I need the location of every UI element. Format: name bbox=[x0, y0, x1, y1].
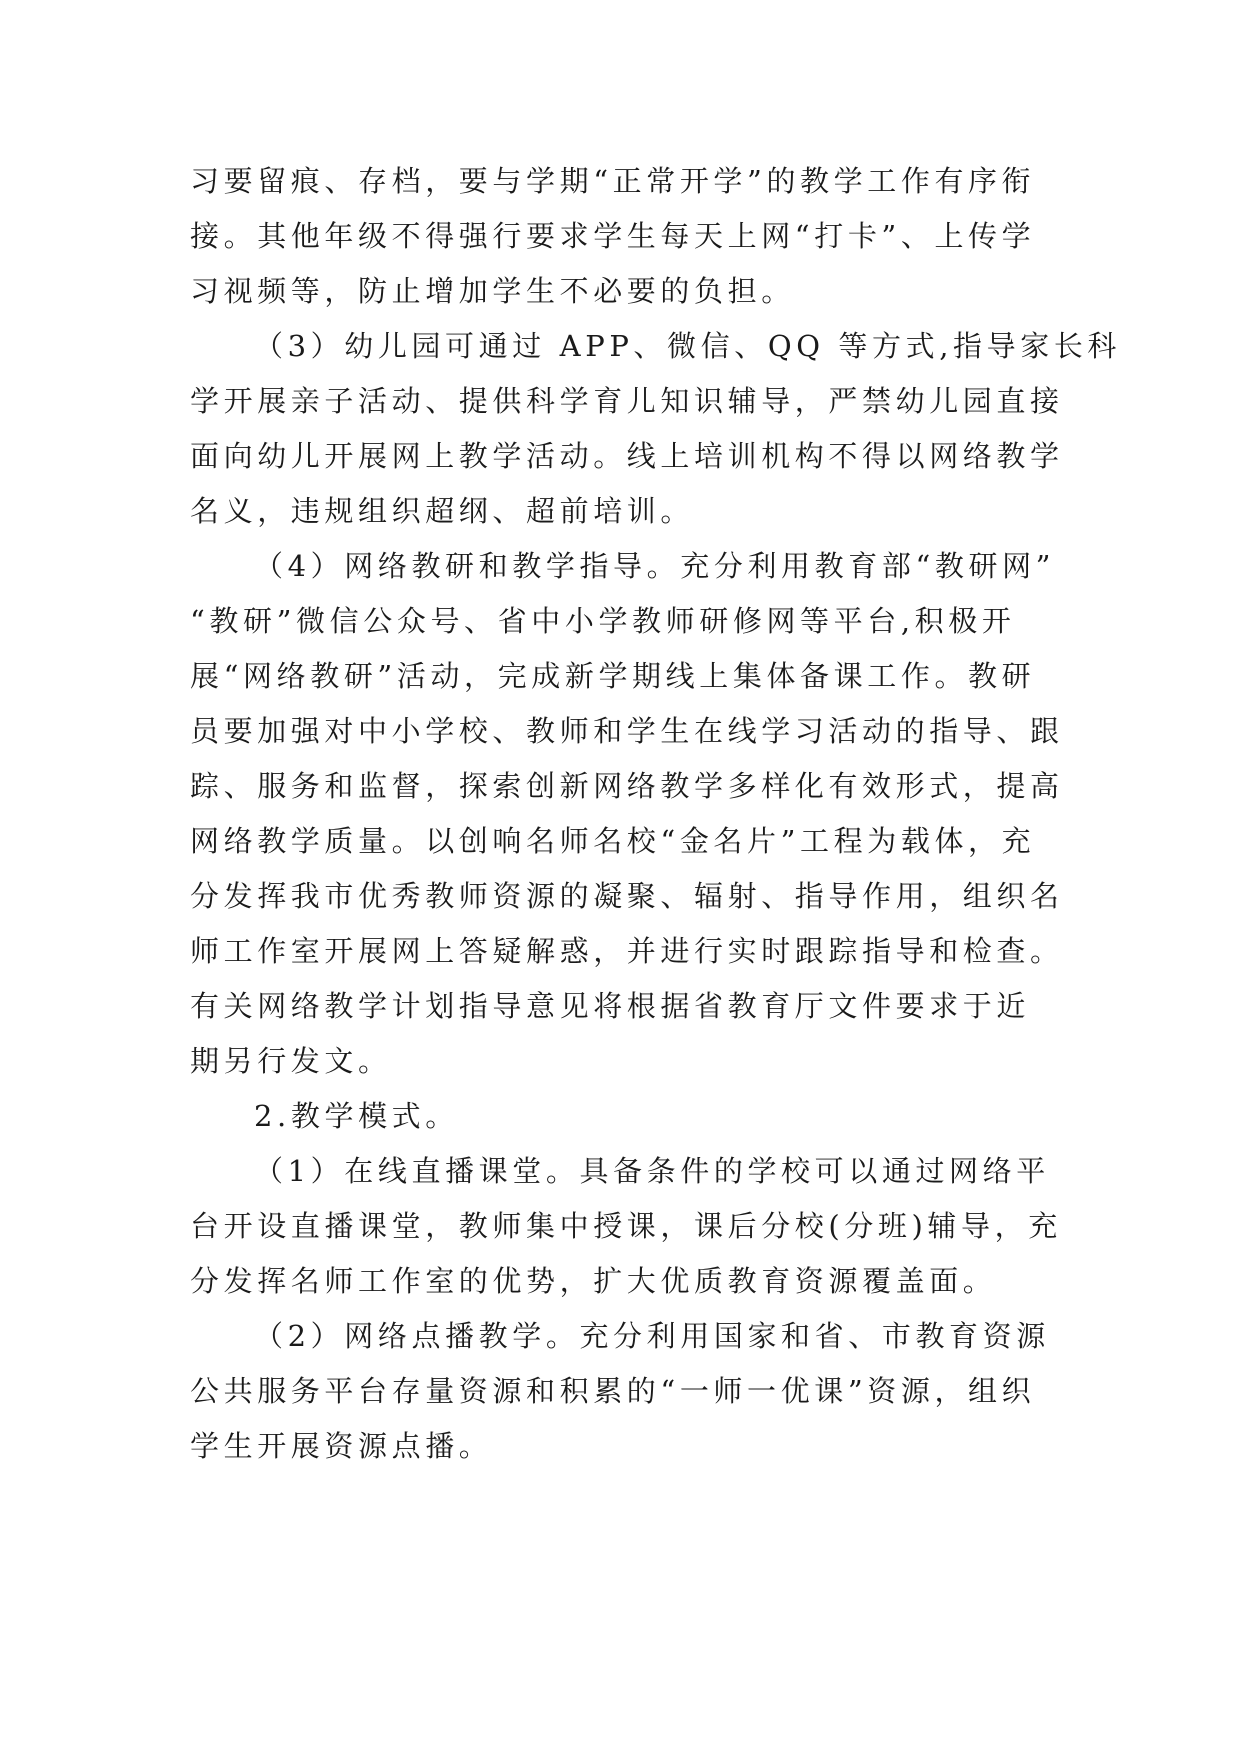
text-line: 展“网络教研”活动，完成新学期线上集体备课工作。教研 bbox=[190, 659, 1036, 693]
section-heading: 2.教学模式。 bbox=[254, 1099, 459, 1133]
text-line: 有关网络教学计划指导意见将根据省教育厅文件要求于近 bbox=[190, 989, 1031, 1023]
text-line: 接。其他年级不得强行要求学生每天上网“打卡”、上传学 bbox=[190, 219, 1036, 253]
text-line: （2）网络点播教学。充分利用国家和省、市教育资源 bbox=[254, 1319, 1050, 1353]
text-line: 网络教学质量。以创响名师名校“金名片”工程为载体，充 bbox=[190, 824, 1036, 858]
text-line: （3）幼儿园可通过 APP、微信、QQ 等方式,指导家长科 bbox=[254, 329, 1122, 363]
text-line: 期另行发文。 bbox=[190, 1044, 392, 1078]
text-line: 面向幼儿开展网上教学活动。线上培训机构不得以网络教学 bbox=[190, 439, 1064, 473]
body-text bbox=[190, 154, 1190, 1474]
text-line: 分发挥名师工作室的优势，扩大优质教育资源覆盖面。 bbox=[190, 1264, 997, 1298]
text-line: 员要加强对中小学校、教师和学生在线学习活动的指导、跟 bbox=[190, 714, 1064, 748]
text-line: “教研”微信公众号、省中小学教师研修网等平台,积极开 bbox=[190, 604, 1016, 638]
text-line: 学生开展资源点播。 bbox=[190, 1429, 493, 1463]
text-line: （4）网络教研和教学指导。充分利用教育部“教研网” bbox=[254, 549, 1056, 583]
text-line: 师工作室开展网上答疑解惑，并进行实时跟踪指导和检查。 bbox=[190, 934, 1064, 968]
text-line: 公共服务平台存量资源和积累的“一师一优课”资源，组织 bbox=[190, 1374, 1036, 1408]
text-line: 踪、服务和监督，探索创新网络教学多样化有效形式，提高 bbox=[190, 769, 1064, 803]
text-line: 习视频等，防止增加学生不必要的负担。 bbox=[190, 274, 795, 308]
text-line: 名义，违规组织超纲、超前培训。 bbox=[190, 494, 695, 528]
text-line: （1）在线直播课堂。具备条件的学校可以通过网络平 bbox=[254, 1154, 1050, 1188]
text-line: 习要留痕、存档，要与学期“正常开学”的教学工作有序衔 bbox=[190, 164, 1036, 198]
text-line: 分发挥我市优秀教师资源的凝聚、辐射、指导作用，组织名 bbox=[190, 879, 1064, 913]
text-line: 台开设直播课堂，教师集中授课，课后分校(分班)辅导，充 bbox=[190, 1209, 1062, 1243]
text-line: 学开展亲子活动、提供科学育儿知识辅导，严禁幼儿园直接 bbox=[190, 384, 1064, 418]
